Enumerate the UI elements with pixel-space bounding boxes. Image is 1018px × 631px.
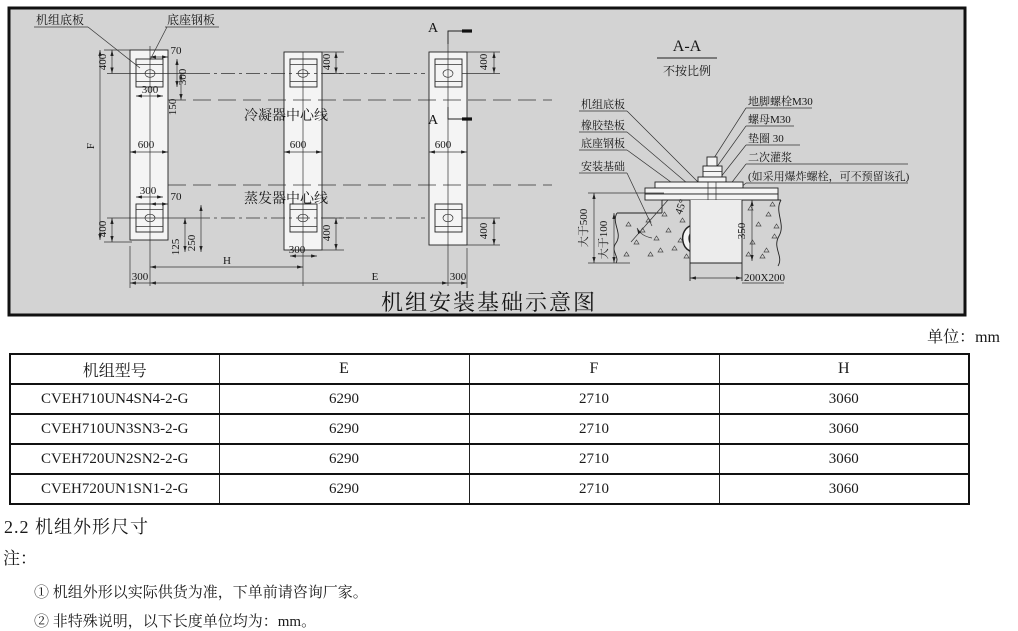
dim-400-p1-bottom: 400 (97, 220, 109, 238)
dim-400-p2-bottom: 400 (321, 224, 333, 242)
section-title: A-A (672, 38, 702, 55)
table-row (10, 384, 969, 414)
E-cell: 6290 (219, 444, 469, 474)
base-steel-plate-label: 底座钢板 (167, 13, 216, 27)
callout-washer: 垫圈 30 (748, 133, 784, 145)
model-cell: CVEH710UN4SN4-2-G (10, 384, 219, 414)
dim-600-p3: 600 (434, 139, 452, 151)
H-cell: 3060 (719, 384, 969, 414)
dim-300-p1-bottom: 300 (139, 185, 157, 197)
dim-70-bottom: 70 (170, 191, 182, 203)
dim-300-p1-under: 300 (141, 84, 159, 96)
H-cell: 3060 (719, 414, 969, 444)
callout-install-foundation: 安装基础 (581, 161, 625, 173)
section-mark-top: A (427, 21, 439, 36)
dim-400-p3-top: 400 (478, 53, 490, 71)
dim-150: 150 (167, 98, 179, 116)
dim-E: E (371, 271, 379, 283)
H-cell: 3060 (719, 444, 969, 474)
dim-45deg: 45° (672, 197, 690, 217)
table-header-row (10, 354, 969, 384)
E-cell: 6290 (219, 414, 469, 444)
table-row (10, 414, 969, 444)
col-header-H: H (719, 354, 969, 384)
dim-250: 250 (186, 234, 198, 252)
note-item-1: ① 机组外形以实际供货为准，下单前请咨询厂家。 (34, 585, 368, 601)
dim-pocket-200x200: 200X200 (744, 272, 785, 284)
dim-350: 350 (736, 222, 748, 240)
dim-300-p1-right: 300 (177, 68, 189, 86)
dim-300-p2-bottom: 300 (288, 244, 306, 256)
condenser-centerline-label: 冷凝器中心线 (244, 109, 328, 124)
section-heading: 2.2 机组外形尺寸 (4, 517, 149, 537)
F-cell: 2710 (469, 474, 719, 504)
dimensions-table (9, 353, 970, 505)
F-cell: 2710 (469, 414, 719, 444)
dim-gt100: 大于100 (598, 220, 610, 260)
units-note: 单位：mm (927, 329, 1000, 346)
callout-anchor-bolt: 地脚螺栓M30 (748, 96, 813, 108)
dim-70-top: 70 (170, 45, 182, 57)
callout-base-steel-plate: 底座钢板 (581, 138, 625, 150)
not-to-scale-label: 不按比例 (662, 64, 712, 78)
dim-F: F (85, 142, 97, 150)
model-cell: CVEH720UN2SN2-2-G (10, 444, 219, 474)
col-header-F: F (469, 354, 719, 384)
col-header-model: 机组型号 (10, 354, 219, 384)
dim-H: H (223, 255, 231, 267)
callout-unit-base-plate: 机组底板 (581, 99, 625, 111)
table-row (10, 444, 969, 474)
note-item-2: ② 非特殊说明，以下长度单位均为：mm。 (34, 614, 317, 630)
model-cell: CVEH710UN3SN3-2-G (10, 414, 219, 444)
dim-300-br: 300 (449, 271, 467, 283)
dim-600-p2: 600 (289, 139, 307, 151)
dim-400-p2-top: 400 (321, 53, 333, 71)
notes-label: 注： (3, 549, 37, 568)
dim-400-p3-bottom: 400 (478, 222, 490, 240)
drawing-title: 机组安装基础示意图 (380, 290, 598, 315)
E-cell: 6290 (219, 474, 469, 504)
dim-gt500: 大于500 (578, 208, 590, 248)
H-cell: 3060 (719, 474, 969, 504)
dim-600-p1: 600 (137, 139, 155, 151)
unit-base-plate-label: 机组底板 (36, 13, 85, 27)
section-mark-mid: A (427, 113, 439, 128)
evaporator-centerline-label: 蒸发器中心线 (244, 192, 328, 207)
callout-rubber-pad: 橡胶垫板 (581, 120, 625, 132)
dim-300-bl: 300 (131, 271, 149, 283)
F-cell: 2710 (469, 384, 719, 414)
F-cell: 2710 (469, 444, 719, 474)
dim-400-p1-top: 400 (97, 53, 109, 71)
callout-nut: 螺母M30 (748, 114, 791, 126)
callout-grout-note: (如采用爆炸螺栓，可不预留该孔) (748, 171, 910, 183)
col-header-E: E (219, 354, 469, 384)
callout-secondary-grout: 二次灌浆 (748, 152, 792, 164)
dim-125: 125 (170, 238, 182, 256)
table-row (10, 474, 969, 504)
E-cell: 6290 (219, 384, 469, 414)
model-cell: CVEH720UN1SN1-2-G (10, 474, 219, 504)
